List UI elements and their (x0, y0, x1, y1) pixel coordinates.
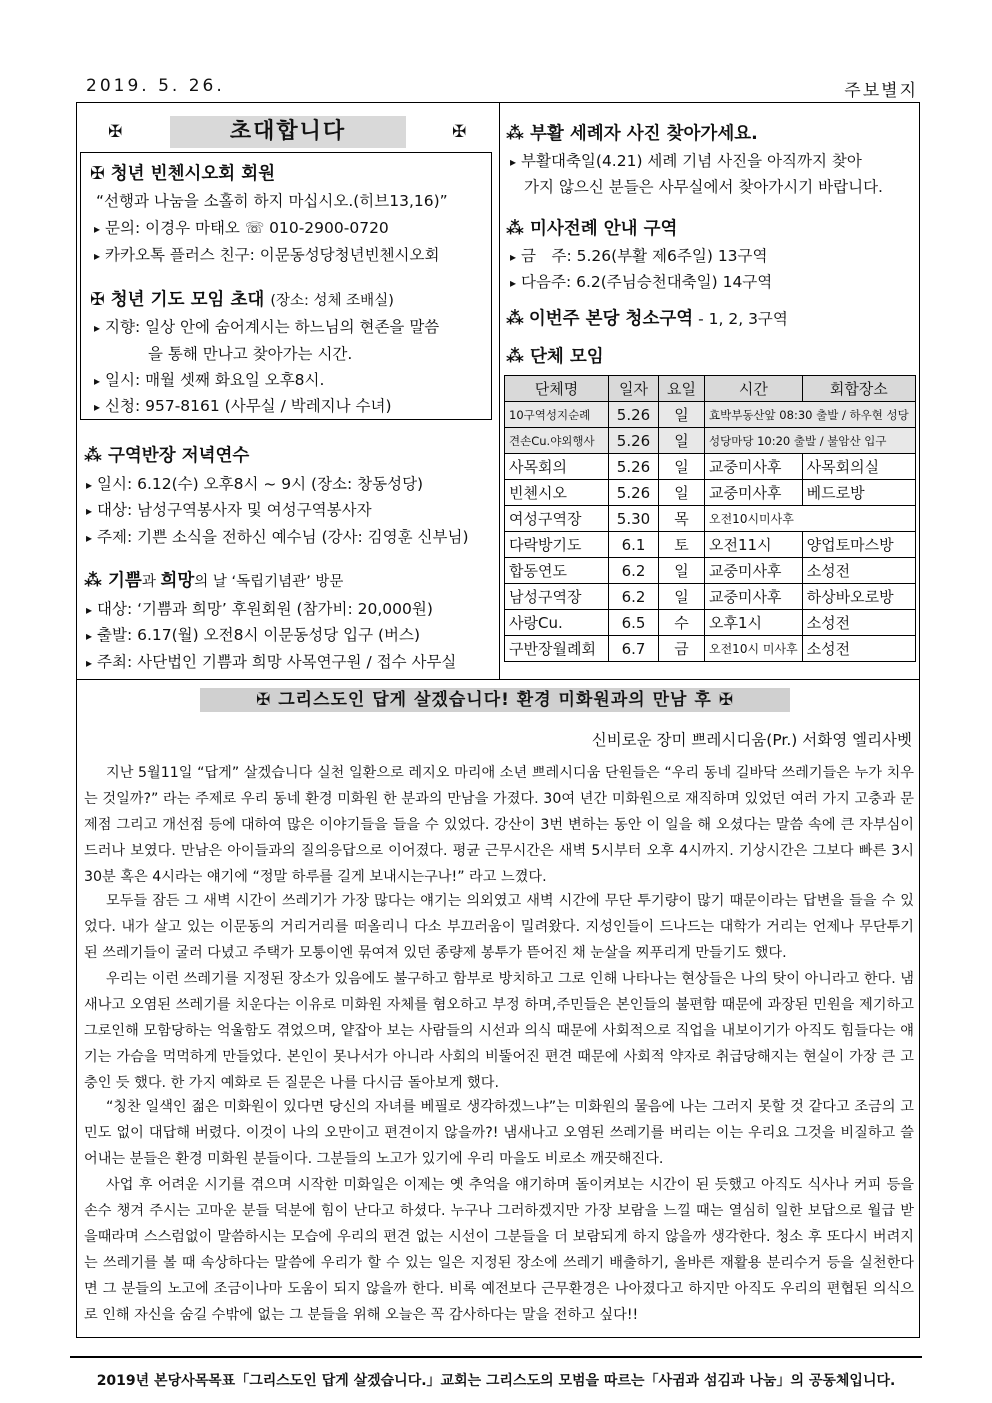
easter-photo-line2: 가지 않으신 분들은 사무실에서 찾아가시기 바랍니다. (524, 178, 883, 196)
district-topic: ▸ 주제: 기쁜 소식을 전하신 예수님 (강사: 김영훈 신부님) (86, 528, 469, 546)
column-divider (499, 102, 500, 680)
mass-service-heading: ⁂ 미사전례 안내 구역 (506, 219, 678, 239)
triangle-bullet-icon: ▸ (86, 656, 93, 670)
column-header: 단체명 (505, 376, 609, 402)
sparkle-icon: ⁂ (506, 219, 524, 239)
triangle-bullet-icon: ▸ (510, 155, 517, 169)
article-paragraph: 모두들 잠든 그 새벽 시간이 쓰레기가 가장 많다는 얘기는 의외였고 새벽 시간에 무단 투기량이 많기 때문이라는 답변을 들을 수 있었다. 내가 살고 있는 이문동의 거리거리를 떠올리니 다소 부끄러움이 밀려왔다. 지성인들이 드나드는 대학가 거리는 언제나 무단투기 된 쓰레기들이 굴러 다녔고 주택가 모퉁이엔 묶여져 있던 종량제 봉투가 뜯어진 채 눈살을 찌푸리게 만들기도 했다. (84, 893, 914, 961)
table-row: 견손Cu.야외행사 5.26 일 성당마당 10:20 출발 / 불암산 입구 (505, 428, 916, 454)
footer-rule (70, 1356, 922, 1358)
article-paragraph: 우리는 이런 쓰레기를 지정된 장소가 있음에도 불구하고 함부로 방치하고 그로 인해 나타나는 현상들은 나의 탓이 아니라고 한다. 냄새나고 오염된 쓰레기를 치운다는 이유로 미화원 자체를 혐오하고 부정 하며,주민들은 본인들의 불편함 때문에 과장된 민원을 제기하고 그로인해 모함당하는 억울함도 겪었으며, 얕잡아 보는 사람들의 시선과 의식 때문에 사회적으로 직업을 내보이기가 아직도 힘들다는 얘기는 가슴을 먹먹하게 만들었다. 본인이 못나서가 아니라 사회의 비뚤어진 편견 때문에 사회적 약자로 취급당해지는 현실이 가장 큰 고충인 듯 했다. 한 가지 예화로 든 질문은 나를 다시금 돌아보게 했다. (84, 971, 914, 1091)
triangle-bullet-icon: ▸ (86, 531, 93, 545)
joy-hope-depart: ▸ 출발: 6.17(월) 오전8시 이문동성당 입구 (버스) (86, 626, 421, 644)
cross-icon: ✠ (452, 122, 467, 142)
youth-prayer-heading: ✠ 청년 기도 모임 초대 (장소: 성체 조배실) (90, 290, 394, 310)
youth-vincent-quote: “선행과 나눔을 소홀히 하지 마십시오.(히브13,16)” (96, 192, 448, 210)
invite-banner: 초대합니다 (170, 116, 406, 148)
easter-photo-heading: ⁂ 부활 세례자 사진 찾아가세요. (506, 124, 758, 144)
cross-icon: ✠ (256, 690, 272, 710)
district-target: ▸ 대상: 남성구역봉사자 및 여성구역봉사자 (86, 501, 372, 519)
parish-motto-footer: 2019년 본당사목목표「그리스도인 답게 살겠습니다.」교회는 그리스도의 모범을 따르는「사귐과 섬김과 나눔」의 공동체입니다. (96, 1373, 896, 1389)
cleaning-heading: ⁂ 이번주 본당 청소구역 - 1, 2, 3구역 (506, 309, 788, 329)
youth-prayer-goal: ▸ 지향: 일상 안에 숨어계시는 하느님의 현존을 말씀 (94, 318, 440, 336)
triangle-bullet-icon: ▸ (510, 276, 517, 290)
triangle-bullet-icon: ▸ (94, 400, 101, 414)
sparkle-icon: ⁂ (506, 124, 524, 144)
youth-vincent-kakao: ▸ 카카오톡 플러스 친구: 이문동성당청년빈첸시오회 (94, 246, 440, 264)
column-header: 회합장소 (802, 376, 915, 402)
triangle-bullet-icon: ▸ (86, 478, 93, 492)
sparkle-icon: ⁂ (506, 347, 524, 367)
easter-photo-line1: ▸ 부활대축일(4.21) 세례 기념 사진을 아직까지 찾아 (510, 152, 862, 170)
table-row: 다락방기도 6.1 토 오전11시 양업토마스방 (505, 532, 916, 558)
triangle-bullet-icon: ▸ (86, 504, 93, 518)
table-row: 빈첸시오 5.26 일 교중미사후 베드로방 (505, 480, 916, 506)
youth-prayer-time: ▸ 일시: 매월 셋째 화요일 오후8시. (94, 371, 325, 389)
triangle-bullet-icon: ▸ (94, 321, 101, 335)
joy-hope-heading: ⁂ 기쁨과 희망의 날 ‘독립기념관’ 방문 (84, 571, 344, 591)
table-row: 사목회의 5.26 일 교중미사후 사목회의실 (505, 454, 916, 480)
bulletin-title: 주보별지 (844, 81, 918, 101)
triangle-bullet-icon: ▸ (86, 603, 93, 617)
cross-bullet-icon: ✠ (90, 290, 105, 310)
article-byline: 신비로운 장미 쁘레시디움(Pr.) 서화영 엘리사벳 (591, 731, 912, 749)
triangle-bullet-icon: ▸ (94, 222, 101, 236)
youth-prayer-goal-cont: 을 통해 만나고 찾아가는 시간. (148, 345, 353, 363)
sparkle-icon: ⁂ (84, 571, 102, 591)
article-paragraph: 지난 5월11일 “답게” 살겠습니다 실천 일환으로 레지오 마리애 소년 쁘레시디움 단원들은 “우리 동네 길바닥 쓰레기들은 누가 치우는 것일까?” 라는 주제로 우리 동네 환경 미화원 한 분과의 만남을 가졌다. 30여 년간 미화원으로 재직하며 있었던 여러 가지 고충과 문제점 그리고 개선점 등에 대하여 많은 이야기들을 들을 수 있었다. 강산이 3번 변하는 동안 이 일을 해 오셨다는 말씀 속에 큰 자부심이 드러나 보였다. 만남은 아이들과의 질의응답으로 이어졌다. 평균 근무시간은 새벽 5시부터 오후 4시까지. 기상시간은 그보다 빠른 3시30분 혹은 4시라는 얘기에 “정말 하루를 길게 보내시는구나!” 라고 느꼈다. (84, 765, 914, 885)
article-paragraph: 사업 후 어려운 시기를 겪으며 시작한 미화일은 이제는 옛 추억을 얘기하며 돌이켜보는 시간이 된 듯했고 아직도 식사나 커피 등을 손수 챙겨 주시는 고마운 분들 덕분에 힘이 난다고 하셨다. 누구나 그러하겠지만 가장 보람을 느낄 때는 열심히 일한 보답으로 월급 받을때라며 스스럼없이 말씀하시는 모습에 우리의 편견 없는 시선이 그분들을 더 보람되게 하지 않을까 생각한다. 청소 후 또다시 버려지는 쓰레기를 볼 때 속상하다는 말씀에 우리가 할 수 있는 일은 지정된 장소에 쓰레기 배출하기, 올바른 재활용 분리수거 등을 실천한다면 그 분들의 노고에 조금이나마 도움이 되지 않을까 한다. 비록 예전보다 근무환경은 나아졌다고 하지만 아직도 우리의 편협된 의식으로 인해 자신을 숨길 수밖에 없는 그 분들을 위해 오늘은 꼭 감사하다는 말을 전하고 싶다!! (84, 1177, 914, 1323)
triangle-bullet-icon: ▸ (86, 629, 93, 643)
youth-vincent-contact: ▸ 문의: 이경우 마태오 ☏ 010-2900-0720 (94, 219, 389, 237)
mass-service-this-week: ▸ 금 주: 5.26(부활 제6주일) 13구역 (510, 247, 768, 265)
column-header: 일자 (609, 376, 659, 402)
district-heading: ⁂ 구역반장 저녁연수 (84, 446, 250, 466)
joy-hope-target: ▸ 대상: ‘기쁨과 희망’ 후원회원 (참가비: 20,000원) (86, 600, 433, 618)
cross-bullet-icon: ✠ (90, 164, 105, 184)
group-schedule-table (504, 375, 916, 662)
issue-date: 2019. 5. 26. (86, 76, 225, 96)
article-paragraph: “칭찬 일색인 젊은 미화원이 있다면 당신의 자녀를 베필로 생각하겠느냐”는 미화원의 물음에 나는 그러지 못할 것 같다고 조금의 고민도 없이 대답해 버렸다. 이것이 나의 오만이고 편견이지 않을까?! 냄새나고 오염된 쓰레기를 버리는 이는 우리요 그것을 비질하고 쓸어내는 분들은 환경 미화원 분들이다. 그분들의 노고가 있기에 우리 마을도 비로소 깨끗해진다. (84, 1099, 914, 1167)
sparkle-icon: ⁂ (84, 446, 102, 466)
column-header: 요일 (659, 376, 705, 402)
groups-heading: ⁂ 단체 모임 (506, 347, 604, 367)
table-row: 합동연도 6.2 일 교중미사후 소성전 (505, 558, 916, 584)
joy-hope-host: ▸ 주최: 사단법인 기쁨과 희망 사목연구원 / 접수 사무실 (86, 653, 457, 671)
youth-prayer-apply: ▸ 신청: 957-8161 (사무실 / 박레지나 수녀) (94, 397, 392, 415)
table-header-row (505, 376, 916, 402)
youth-vincent-heading: ✠ 청년 빈첸시오회 회원 (90, 164, 276, 184)
triangle-bullet-icon: ▸ (94, 374, 101, 388)
cross-icon: ✠ (108, 122, 123, 142)
cross-icon: ✠ (718, 690, 734, 710)
mass-service-next-week: ▸ 다음주: 6.2(주님승천대축일) 14구역 (510, 273, 773, 291)
table-row: 구반장월례회 6.7 금 오전10시 미사후 소성전 (505, 636, 916, 662)
section-divider (76, 679, 920, 680)
triangle-bullet-icon: ▸ (94, 249, 101, 263)
table-row: 남성구역장 6.2 일 교중미사후 하상바오로방 (505, 584, 916, 610)
table-row: 여성구역장 5.30 목 오전10시미사후 (505, 506, 916, 532)
article-banner: ✠ 그리스도인 답게 살겠습니다! 환경 미화원과의 만남 후 ✠ (200, 688, 790, 712)
column-header: 시간 (705, 376, 803, 402)
triangle-bullet-icon: ▸ (510, 250, 517, 264)
sparkle-icon: ⁂ (506, 309, 524, 329)
table-row: 사랑Cu. 6.5 수 오후1시 소성전 (505, 610, 916, 636)
district-date: ▸ 일시: 6.12(수) 오후8시 ~ 9시 (장소: 창동성당) (86, 475, 424, 493)
table-row: 10구역성지순례 5.26 일 효박부동산앞 08:30 출발 / 하우현 성당 (505, 402, 916, 428)
